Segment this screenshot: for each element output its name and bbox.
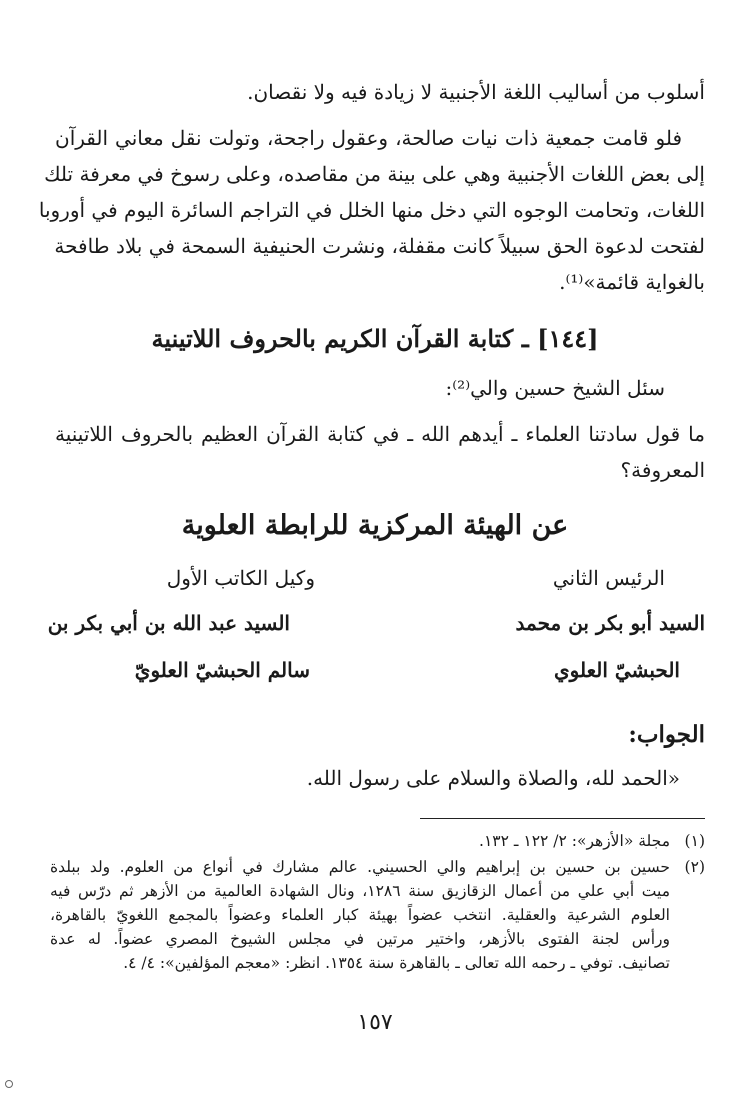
footnote-text: العلوم الشرعية والعقلية. انتخب عضواً بهيئة كبار العلماء وعضواً بالمجمع اللغويّ بالقاهرة، (50, 906, 670, 924)
footnote-number: (١) (684, 832, 705, 850)
footnote-separator (420, 818, 705, 819)
body-line: بالغواية قائمة»⁽¹⁾. (559, 270, 705, 294)
answer-first-line: «الحمد لله، والصلاة والسلام على رسول الله. (306, 766, 680, 790)
signatory-right-name: السيد أبو بكر بن محمد (515, 611, 705, 635)
signatory-left-name: السيد عبد الله بن أبي بكر بن (47, 611, 290, 635)
footnote-text: ورأس لجنة الفتوى بالأزهر، واختير مرتين في مجلس الشيوخ المصري عضواً. له عدة (50, 930, 670, 948)
footnote-text: تصانيف. توفي ـ رحمه الله تعالى ـ بالقاهرة سنة ١٣٥٤. انظر: «معجم المؤلفين»: ٤/ ٤. (123, 954, 670, 972)
question-line: المعروفة؟ (620, 458, 705, 482)
signatory-right-title: الرئيس الثاني (552, 566, 665, 590)
page-number: ١٥٧ (357, 1010, 393, 1035)
body-line: لفتحت لدعوة الحق سبيلاً كانت مقفلة، ونشرت الحنيفية السمحة في بلاد طافحة (54, 234, 705, 258)
body-line: إلى بعض اللغات الأجنبية وهي على بينة من مقاصده، وعلى رسوخ في معرفة تلك (44, 162, 705, 186)
question-line: ما قول سادتنا العلماء ـ أيدهم الله ـ في كتابة القرآن العظيم بالحروف اللاتينية (55, 422, 705, 446)
signatory-left-title: وكيل الكاتب الأول (166, 566, 315, 590)
footnote-text: حسين بن حسين بن إبراهيم والي الحسيني. عالم مشارك في أنواع من العلوم. ولد ببلدة (50, 858, 670, 876)
section-heading: [١٤٤] ـ كتابة القرآن الكريم بالحروف اللاتينية (151, 324, 599, 353)
footnote-text: ميت أبي علي من أعمال الزقازيق سنة ١٢٨٦، ونال الشهادة العالمية من الأزهر ثم درّس فيه (50, 882, 670, 900)
footnote-number: (٢) (684, 858, 705, 876)
answer-label: الجواب: (628, 721, 705, 748)
body-line: أسلوب من أساليب اللغة الأجنبية لا زيادة فيه ولا نقصان. (247, 80, 705, 104)
footnote-text: مجلة «الأزهر»: ٢/ ١٢٢ ـ ١٣٢. (479, 832, 670, 850)
from-heading: عن الهيئة المركزية للرابطة العلوية (181, 510, 569, 541)
body-line: اللغات، وتحامت الوجوه التي دخل منها الخلل في التراجم السائرة اليوم في أوروبا (38, 198, 705, 222)
asker-line: سئل الشيخ حسين والي⁽²⁾: (445, 376, 665, 400)
signatory-right-name-cont: الحبشيّ العلوي (554, 658, 680, 682)
signatory-left-name-cont: سالم الحبشيّ العلويّ (134, 658, 310, 682)
scan-speck (5, 1080, 13, 1088)
body-line: فلو قامت جمعية ذات نيات صالحة، وعقول راجحة، وتولت نقل معاني القرآن (55, 126, 682, 150)
